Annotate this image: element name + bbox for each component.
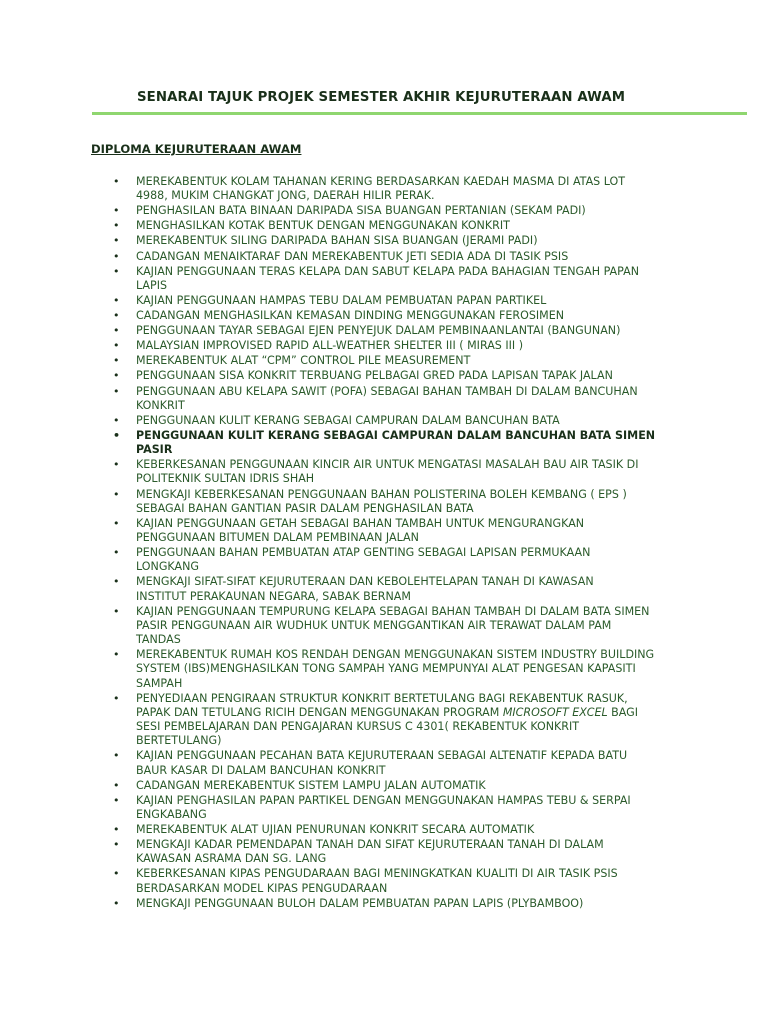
bullet-icon: •	[113, 749, 120, 763]
list-item-line: PASIR PENGGUNAAN AIR WUDHUK UNTUK MENGGANTIKAN AIR TERAWAT DALAM PAM	[136, 618, 612, 632]
list-item-line: PENGGUNAAN TAYAR SEBAGAI EJEN PENYEJUK DALAM PEMBINAANLANTAI (BANGUNAN)	[136, 324, 621, 338]
bullet-icon: •	[113, 793, 120, 807]
project-title-list	[0, 175, 768, 912]
list-item-line: SYSTEM (IBS)MENGHASILKAN TONG SAMPAH YANG MEMPUNYAI ALAT PENGESAN KAPASITI	[136, 662, 636, 676]
bullet-icon: •	[113, 234, 120, 248]
list-item-line: CADANGAN MEREKABENTUK SISTEM LAMPU JALAN AUTOMATIK	[136, 778, 486, 792]
list-item-line	[136, 706, 681, 720]
bullet-icon: •	[113, 309, 120, 323]
list-item-line: KEBERKESANAN PENGGUNAAN KINCIR AIR UNTUK MENGATASI MASALAH BAU AIR TASIK DI	[136, 458, 639, 472]
list-item-text-after-italic: BAGI	[607, 705, 639, 719]
list-item-line: MEREKABENTUK RUMAH KOS RENDAH DENGAN MENGGUNAKAN SISTEM INDUSTRY BUILDING	[136, 648, 655, 662]
list-item	[0, 324, 681, 338]
list-item	[0, 897, 681, 911]
list-item-line: KAJIAN PENGGUNAAN HAMPAS TEBU DALAM PEMBUATAN PAPAN PARTIKEL	[136, 293, 547, 307]
bullet-icon: •	[113, 778, 120, 792]
list-item-line: SEBAGAI BAHAN GANTIAN PASIR DALAM PENGHASILAN BATA	[136, 501, 474, 515]
list-item-line: PENGGUNAAN ABU KELAPA SAWIT (POFA) SEBAGAI BAHAN TAMBAH DI DALAM BANCUHAN	[136, 384, 638, 398]
list-item	[0, 385, 681, 413]
list-item-line: KONKRIT	[136, 398, 185, 412]
bullet-icon: •	[113, 428, 121, 442]
list-item-line: KAJIAN PENGHASILAN PAPAN PARTIKEL DENGAN MENGGUNAKAN HAMPAS TEBU & SERPAI	[136, 793, 631, 807]
bullet-icon: •	[113, 487, 120, 501]
bullet-icon: •	[113, 691, 120, 705]
list-item-line: MEREKABENTUK SILING DARIPADA BAHAN SISA BUANGAN (JERAMI PADI)	[136, 234, 538, 248]
list-item-line: CADANGAN MENAIKTARAF DAN MEREKABENTUK JETI SEDIA ADA DI TASIK PSIS	[136, 249, 569, 263]
list-item	[0, 265, 681, 293]
list-item-line: MEREKABENTUK ALAT UJIAN PENURUNAN KONKRIT SECARA AUTOMATIK	[136, 823, 535, 837]
bullet-icon: •	[113, 458, 120, 472]
list-item-line: PENGGUNAAN KULIT KERANG SEBAGAI CAMPURAN DALAM BANCUHAN BATA	[136, 413, 560, 427]
list-item	[0, 517, 681, 545]
list-item-line: PENGGUNAAN SISA KONKRIT TERBUANG PELBAGAI GRED PADA LAPISAN TAPAK JALAN	[136, 369, 613, 383]
bullet-icon: •	[113, 604, 120, 618]
list-item	[0, 648, 681, 691]
list-item	[0, 692, 681, 749]
list-item-line: CADANGAN MENGHASILKAN KEMASAN DINDING MENGGUNAKAN FEROSIMEN	[136, 309, 565, 323]
list-item-line: KAJIAN PENGGUNAAN TERAS KELAPA DAN SABUT KELAPA PADA BAHAGIAN TENGAH PAPAN	[136, 264, 640, 278]
bullet-icon: •	[113, 413, 120, 427]
bullet-icon: •	[113, 384, 120, 398]
bullet-icon: •	[113, 575, 120, 589]
list-item-line: PENGGUNAAN BITUMEN DALAM PEMBINAAN JALAN	[136, 531, 419, 545]
list-item-line: KAWASAN ASRAMA DAN SG. LANG	[136, 852, 327, 866]
list-item	[0, 605, 681, 648]
list-item-line: PENGGUNAAN BAHAN PEMBUATAN ATAP GENTING SEBAGAI LAPISAN PERMUKAAN	[136, 546, 591, 560]
bullet-icon: •	[113, 324, 120, 338]
bullet-icon: •	[113, 339, 120, 353]
bullet-icon: •	[113, 838, 120, 852]
list-item-line: POLITEKNIK SULTAN IDRIS SHAH	[136, 472, 315, 486]
list-item	[0, 458, 681, 486]
bullet-icon: •	[113, 823, 120, 837]
list-item-line: MEREKABENTUK ALAT “CPM” CONTROL PILE MEASUREMENT	[136, 354, 471, 368]
list-item	[0, 488, 681, 516]
list-item-line: MALAYSIAN IMPROVISED RAPID ALL-WEATHER SHELTER III ( MIRAS III )	[136, 339, 524, 353]
list-item-line: BERTETULANG)	[136, 734, 222, 748]
list-item-line: KAJIAN PENGGUNAAN PECAHAN BATA KEJURUTERAAN SEBAGAI ALTENATIF KEPADA BATU	[136, 749, 628, 763]
list-item	[0, 339, 681, 353]
bullet-icon: •	[113, 896, 120, 910]
list-item	[0, 309, 681, 323]
bullet-icon: •	[113, 648, 120, 662]
list-item	[0, 429, 681, 457]
list-item-line: KAJIAN PENGGUNAAN GETAH SEBAGAI BAHAN TAMBAH UNTUK MENGURANGKAN	[136, 516, 585, 530]
list-item-italic-text: MICROSOFT EXCEL	[502, 705, 608, 719]
list-item	[0, 234, 681, 248]
list-item	[0, 250, 681, 264]
list-item	[0, 369, 681, 383]
list-item	[0, 414, 681, 428]
bullet-icon: •	[113, 249, 120, 263]
list-item	[0, 749, 681, 777]
list-item-line: BAUR KASAR DI DALAM BANCUHAN KONKRIT	[136, 763, 386, 777]
list-item-line: INSTITUT PERAKAUNAN NEGARA, SABAK BERNAM	[136, 589, 411, 603]
list-item-line: ENGKABANG	[136, 808, 207, 821]
title-underline-rule	[92, 112, 747, 115]
list-item	[0, 823, 681, 837]
list-item-line: TANDAS	[136, 633, 181, 647]
list-item-line: SESI PEMBELAJARAN DAN PENGAJARAN KURSUS C 4301( REKABENTUK KONKRIT	[136, 720, 580, 734]
list-item-line: MENGKAJI PENGGUNAAN BULOH DALAM PEMBUATAN PAPAN LAPIS (PLYBAMBOO)	[136, 896, 584, 910]
list-item-line: MENGKAJI KEBERKESANAN PENGGUNAAN BAHAN POLISTERINA BOLEH KEMBANG ( EPS )	[136, 487, 627, 501]
list-item	[0, 204, 681, 218]
list-item-line: PENGHASILAN BATA BINAAN DARIPADA SISA BUANGAN PERTANIAN (SEKAM PADI)	[136, 204, 586, 218]
list-item-line: MENGKAJI KADAR PEMENDAPAN TANAH DAN SIFAT KEJURUTERAAN TANAH DI DALAM	[136, 838, 604, 852]
bullet-icon: •	[113, 867, 120, 881]
list-item-line: KAJIAN PENGGUNAAN TEMPURUNG KELAPA SEBAGAI BAHAN TAMBAH DI DALAM BATA SIMEN	[136, 604, 650, 618]
list-item	[0, 794, 681, 822]
list-item-line: 4988, MUKIM CHANGKAT JONG, DAERAH HILIR PERAK.	[136, 189, 435, 203]
list-item	[0, 219, 681, 233]
list-item	[0, 354, 681, 368]
list-item	[0, 867, 681, 895]
list-item	[0, 838, 681, 866]
list-item-line: KEBERKESANAN KIPAS PENGUDARAAN BAGI MENINGKATKAN KUALITI DI AIR TASIK PSIS	[136, 867, 618, 881]
bullet-icon: •	[113, 354, 120, 368]
bullet-icon: •	[113, 546, 120, 560]
list-item-line: LONGKANG	[136, 560, 199, 574]
bullet-icon: •	[113, 369, 120, 383]
list-item	[0, 546, 681, 574]
list-item-line: MEREKABENTUK KOLAM TAHANAN KERING BERDASARKAN KAEDAH MASMA DI ATAS LOT	[136, 175, 626, 188]
list-item-text: PAPAK DAN TETULANG RICIH DENGAN MENGGUNAKAN PROGRAM	[136, 705, 503, 719]
bullet-icon: •	[113, 293, 120, 307]
list-item-line: MENGHASILKAN KOTAK BENTUK DENGAN MENGGUNAKAN KONKRIT	[136, 219, 510, 233]
bullet-icon: •	[113, 175, 120, 188]
list-item	[0, 779, 681, 793]
list-item-line: LAPIS	[136, 278, 168, 292]
list-item-line: PENGGUNAAN KULIT KERANG SEBAGAI CAMPURAN DALAM BANCUHAN BATA SIMEN	[136, 428, 656, 442]
bullet-icon: •	[113, 264, 120, 278]
list-item	[0, 575, 681, 603]
list-item-line: PASIR	[136, 443, 173, 457]
bullet-icon: •	[113, 219, 120, 233]
bullet-icon: •	[113, 204, 120, 218]
list-item-line: PENYEDIAAN PENGIRAAN STRUKTUR KONKRIT BERTETULANG BAGI REKABENTUK RASUK,	[136, 691, 628, 705]
list-item-line: MENGKAJI SIFAT-SIFAT KEJURUTERAAN DAN KEBOLEHTELAPAN TANAH DI KAWASAN	[136, 575, 594, 589]
bullet-icon: •	[113, 516, 120, 530]
page-title: SENARAI TAJUK PROJEK SEMESTER AKHIR KEJURUTERAAN AWAM	[137, 90, 626, 105]
list-item-line: SAMPAH	[136, 676, 183, 690]
list-item	[0, 294, 681, 308]
list-item-line: BERDASARKAN MODEL KIPAS PENGUDARAAN	[136, 881, 388, 895]
list-item	[0, 175, 681, 203]
section-heading: DIPLOMA KEJURUTERAAN AWAM	[91, 142, 302, 156]
